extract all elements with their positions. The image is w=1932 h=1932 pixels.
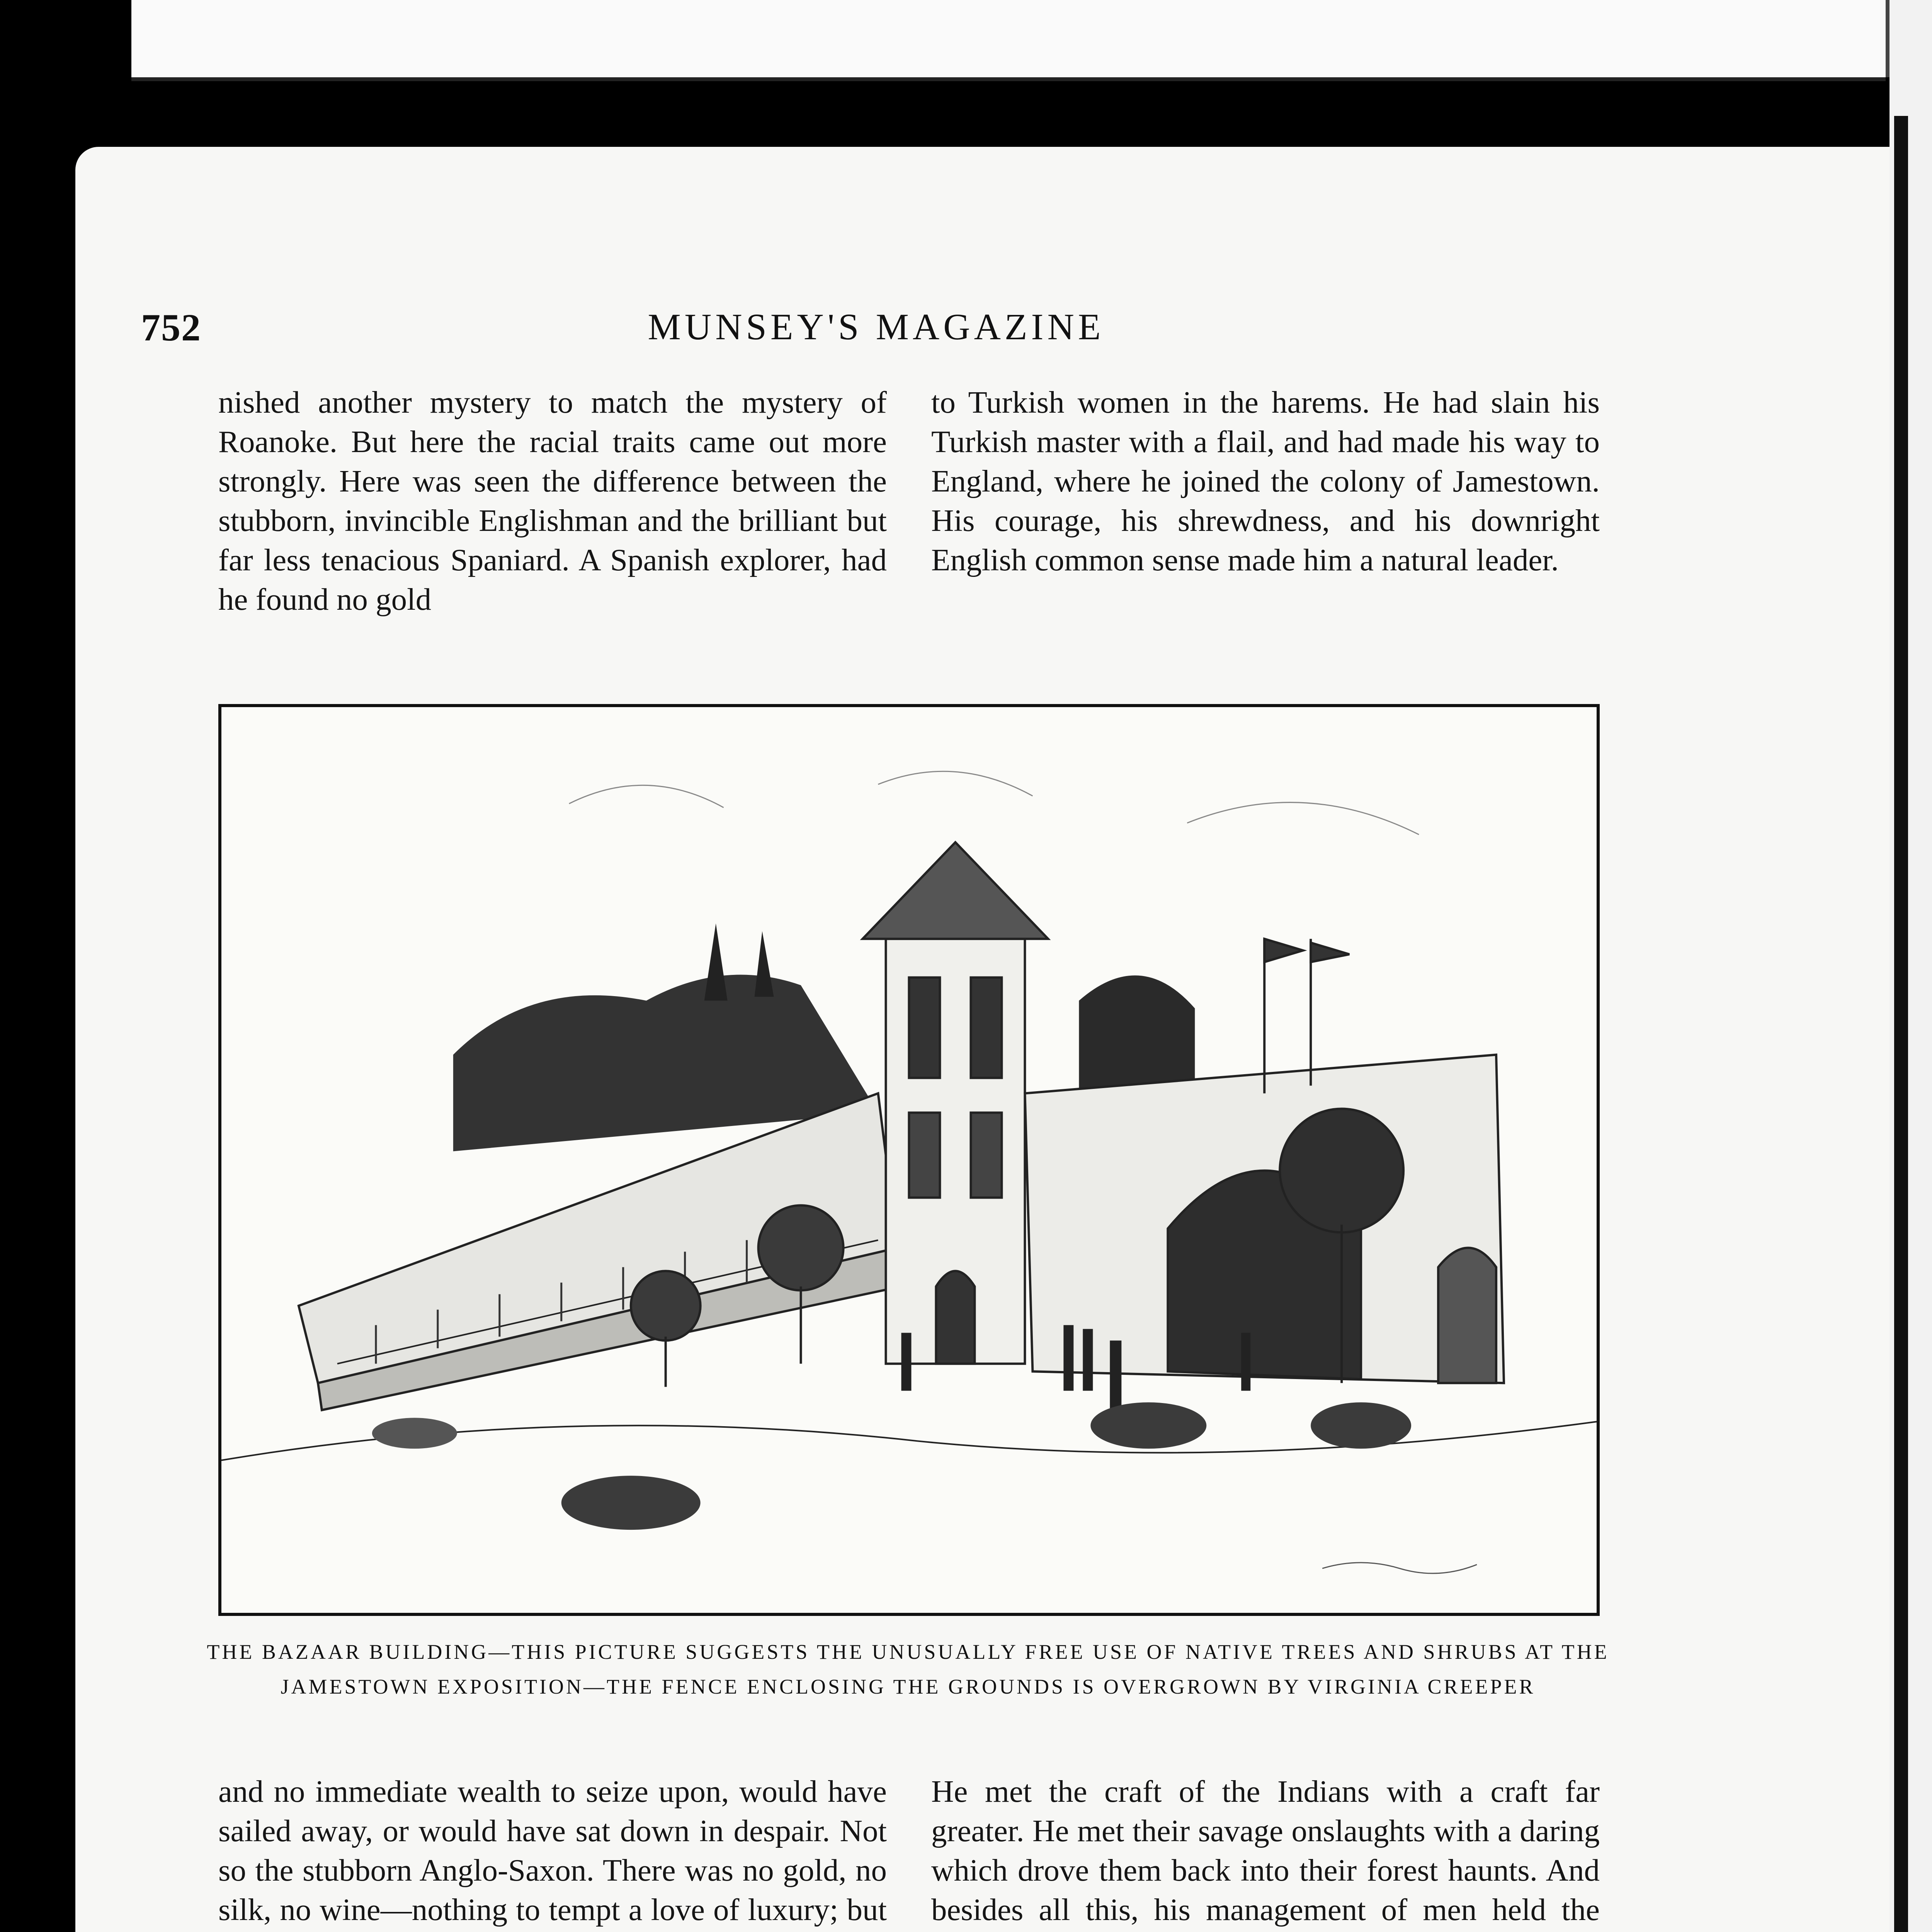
text-column-top-left	[218, 383, 887, 619]
paragraph: to Turkish women in the harems. He had slain his Turkish master with a flail, and had made his way to England, where he joined the colony of Jamestown. His courage, his shrewdness, and his downright English common sense made him a natural leader.	[931, 385, 1600, 577]
paragraph: nished another mystery to match the mystery of Roanoke. But here the racial traits came out more strongly. Here was seen the difference between the stubborn, invincible Englishman and the brilliant but far less tenacious Spaniard. A Spanish explorer, had he found no gold	[218, 385, 887, 617]
bazaar-building-illustration	[218, 704, 1600, 1616]
text-column-bottom-left	[218, 1772, 887, 1932]
running-title: MUNSEY'S MAGAZINE	[648, 306, 1105, 347]
previous-page-edge	[131, 0, 1886, 81]
text-column-top-right	[931, 383, 1600, 580]
paragraph: and no immediate wealth to seize upon, would have sailed away, or would have sat down in despair. Not so the stubborn Anglo-Saxon. There was no gold, no silk, no wine—nothing to tempt a love of luxury; but	[218, 1774, 887, 1927]
pen-sketch-drawing	[221, 707, 1597, 1613]
page-header	[141, 305, 1611, 363]
paragraph: He met the craft of the Indians with a craft far greater. He met their savage onslaughts with a daring which drove them back into their forest haunts. And besides all this, his management of men held the	[931, 1774, 1600, 1927]
text-column-bottom-right	[931, 1772, 1600, 1932]
next-page-edge	[1889, 0, 1932, 1932]
figure-caption: THE BAZAAR BUILDING—THIS PICTURE SUGGESTS THE UNUSUALLY FREE USE OF NATIVE TREES AND SHRUBS AT THE JAMESTOWN EXPOSITION—THE FENCE ENCLOSING THE GROUNDS IS OVERGROWN BY VIRGINIA CREEPER	[207, 1640, 1609, 1698]
page-gutter-shadow	[1894, 116, 1908, 1932]
page-number: 752	[141, 306, 201, 349]
